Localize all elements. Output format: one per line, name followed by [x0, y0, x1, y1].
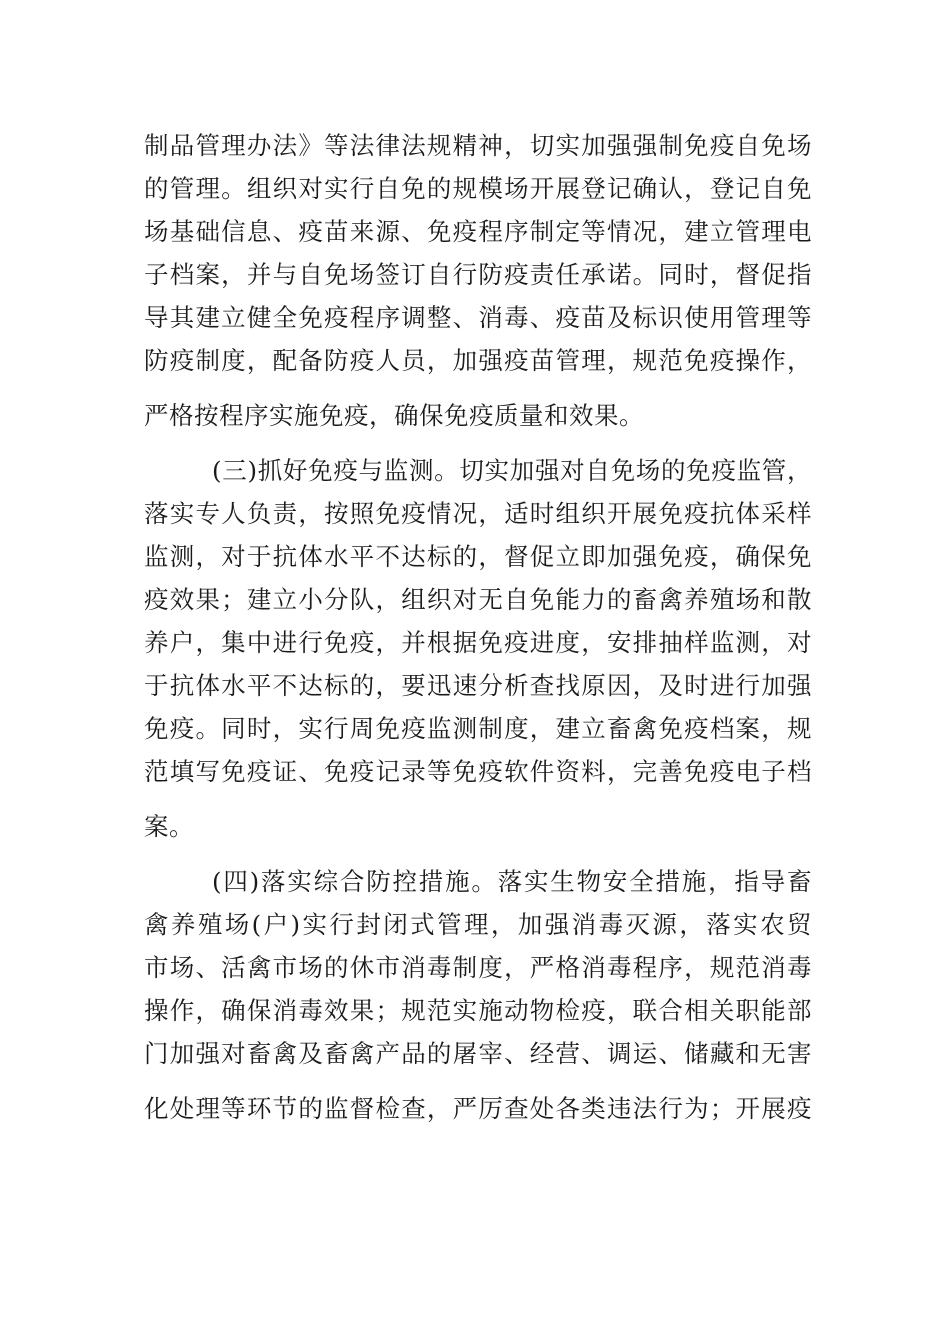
text-line: 监测，对于抗体水平不达标的，督促立即加强免疫，确保免 [144, 542, 812, 571]
text-line: 市场、活禽市场的休市消毒制度，严格消毒程序，规范消毒 [144, 953, 812, 982]
paragraph-continued [144, 124, 812, 437]
text-line: 门加强对畜禽及畜禽产品的屠宰、经营、调运、储藏和无害 [144, 1039, 812, 1068]
text-line: 导其建立健全免疫程序调整、消毒、疫苗及标识使用管理等 [144, 303, 812, 332]
text-line: 严格按程序实施免疫，确保免疫质量和效果。 [144, 401, 644, 430]
document-body [144, 124, 812, 1130]
text-line: 范填写免疫证、免疫记录等免疫软件资料，完善免疫电子档 [144, 757, 812, 786]
text-line: 案。 [144, 812, 194, 841]
text-line: 禽养殖场(户)实行封闭式管理，加强消毒灭源，落实农贸 [144, 910, 812, 939]
text-line: 疫效果；建立小分队，组织对无自免能力的畜禽养殖场和散 [144, 585, 812, 614]
paragraph-section-3 [144, 449, 812, 848]
text-line: 操作，确保消毒效果；规范实施动物检疫，联合相关职能部 [144, 996, 812, 1025]
text-line: 的管理。组织对实行自免的规模场开展登记确认，登记自免 [144, 174, 812, 203]
text-line: 养户，集中进行免疫，并根据免疫进度，安排抽样监测，对 [144, 628, 812, 657]
text-line: 场基础信息、疫苗来源、免疫程序制定等情况，建立管理电 [144, 217, 812, 246]
text-line: 于抗体水平不达标的，要迅速分析查找原因，及时进行加强 [144, 671, 812, 700]
text-line: 子档案，并与自免场签订自行防疫责任承诺。同时，督促指 [144, 260, 812, 289]
text-line: 免疫。同时，实行周免疫监测制度，建立畜禽免疫档案，规 [144, 714, 812, 743]
section-heading-line: (三)抓好免疫与监测。切实加强对自免场的免疫监管， [212, 456, 812, 485]
paragraph-section-4 [144, 860, 812, 1130]
text-line: 化处理等环节的监督检查，严厉查处各类违法行为；开展疫 [144, 1094, 812, 1123]
section-heading-line: (四)落实综合防控措施。落实生物安全措施，指导畜 [212, 867, 812, 896]
text-line: 落实专人负责，按照免疫情况，适时组织开展免疫抗体采样 [144, 499, 812, 528]
text-line: 防疫制度，配备防疫人员，加强疫苗管理，规范免疫操作， [144, 346, 812, 375]
text-line: 制品管理办法》等法律法规精神，切实加强强制免疫自免场 [144, 131, 812, 160]
